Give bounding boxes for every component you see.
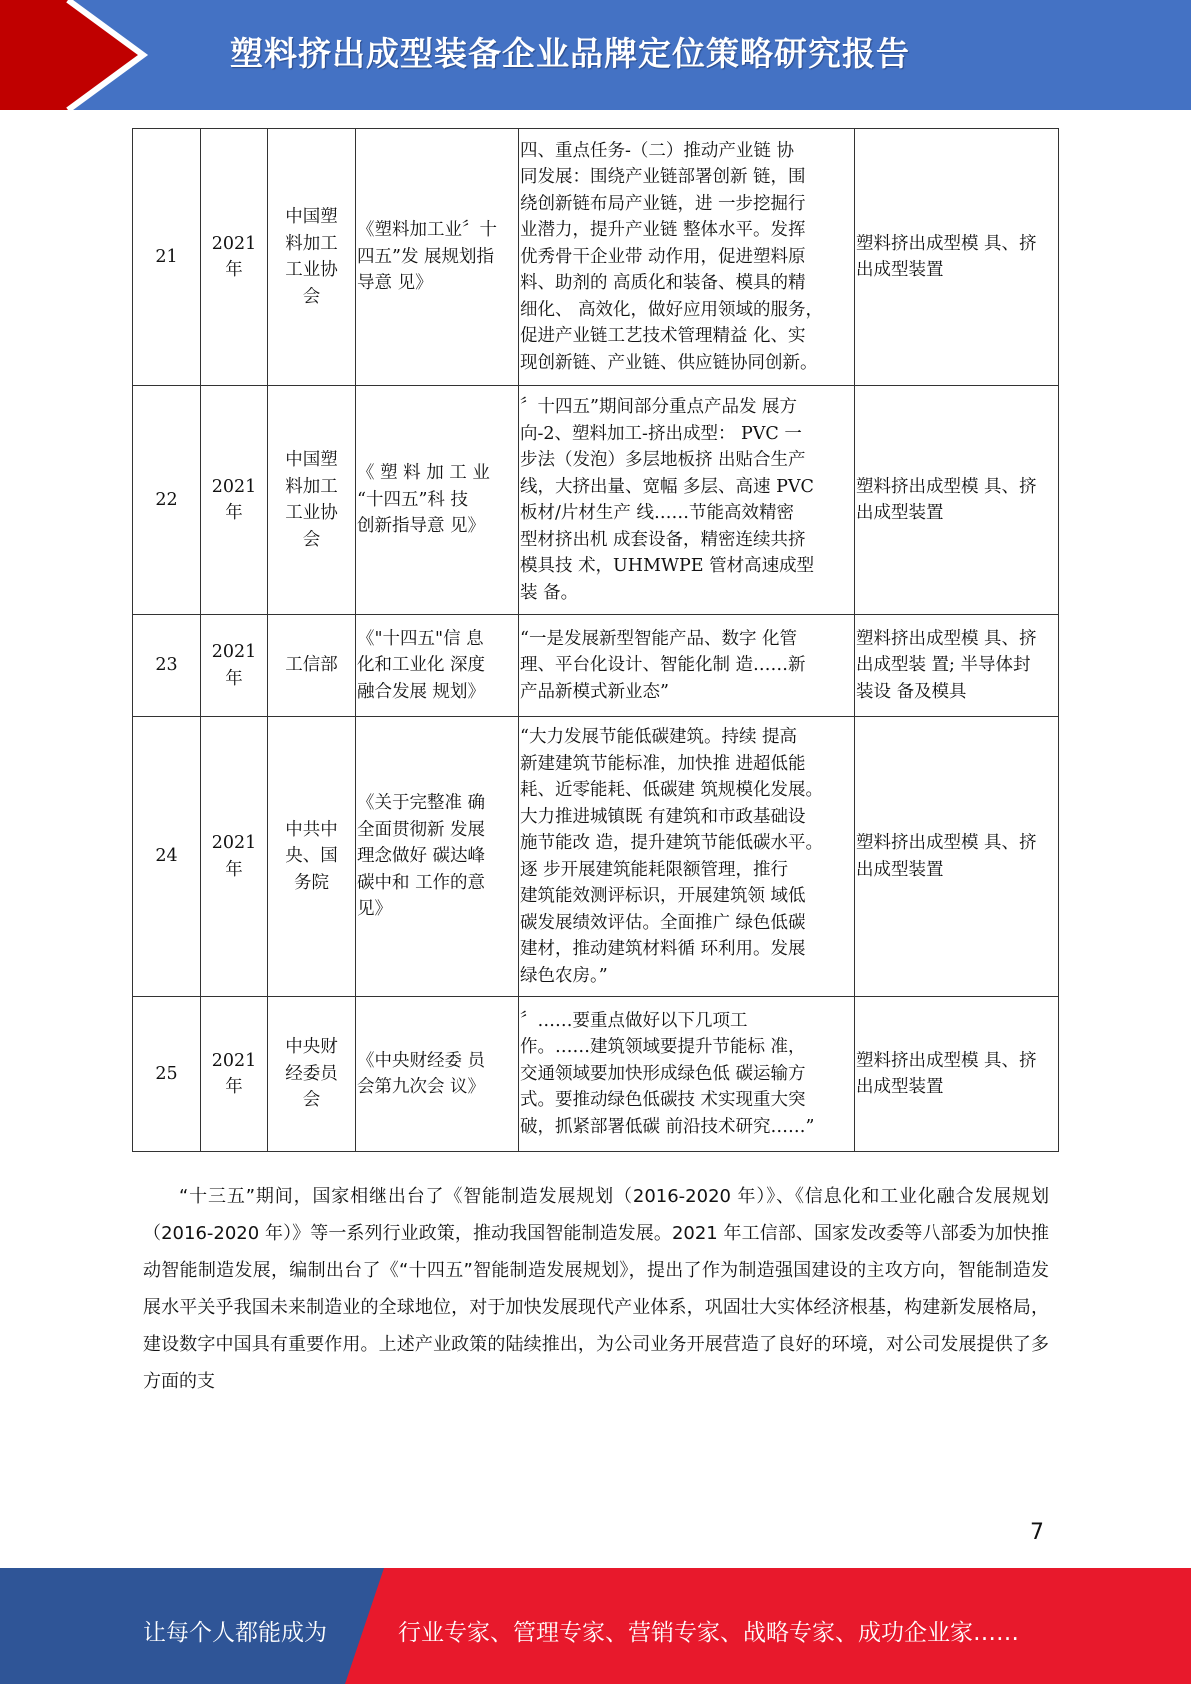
- cell-org: 中国塑 料加工 工业协 会: [268, 386, 356, 615]
- cell-no: 21: [133, 129, 201, 386]
- cell-org: 中国塑 料加工 工业协 会: [268, 129, 356, 386]
- table-row: [133, 386, 1059, 615]
- cell-no: 24: [133, 717, 201, 997]
- table-row: [133, 997, 1059, 1152]
- cell-no: 25: [133, 997, 201, 1152]
- cell-field: 塑料挤出成型模 具、挤 出成型装置: [855, 129, 1059, 386]
- cell-doc: 《塑料加工业〞十 四五”发 展规划指 导意 见》: [356, 129, 519, 386]
- cell-year: 2021 年: [201, 615, 268, 717]
- cell-field: 塑料挤出成型模 具、挤 出成型装置: [855, 386, 1059, 615]
- body-paragraph: “十三五”期间，国家相继出台了《智能制造发展规划（2016-2020 年）》、《信息化和工业化融合发展规划（2016-2020 年）》等一系列行业政策，推动我国智能制造发展。2021 年工信部、国家发改委等八部委为加快推动智能制造发展，编制出台了《“十四五”智能制造发展规划》，提出了作为制造强国建设的主攻方向，智能制造发展水平关乎我国未来制造业的全球地位，对于加快发展现代产业体系，巩固壮大实体经济根基，构建新发展格局，建设数字中国具有重要作用。上述产业政策的陆续推出，为公司业务开展营造了良好的环境，对公司发展提供了多方面的支: [143, 1186, 1049, 1392]
- report-title: 塑料挤出成型装备企业品牌定位策略研究报告: [230, 34, 910, 73]
- cell-year: 2021 年: [201, 129, 268, 386]
- cell-org: 中共中 央、国 务院: [268, 717, 356, 997]
- footer-slogan-right: 行业专家、管理专家、营销专家、战略专家、成功企业家……: [398, 1620, 1019, 1646]
- table-row: [133, 717, 1059, 997]
- policy-table: [132, 128, 1059, 1152]
- table-row: [133, 129, 1059, 386]
- cell-content: “大力发展节能低碳建筑。持续 提高 新建建筑节能标准，加快推 进超低能 耗、近零能耗、低碳建 筑规模化发展。 大力推进城镇既 有建筑和市政基础设 施节能改 造，提升建筑节能低碳水平。 逐 步开展建筑能耗限额管理，推行 建筑能效测评标识，开展建筑领 域低 碳发展绩效评估。全面推广 绿色低碳 建材，推动建筑材料循 环利用。发展 绿色农房。”: [519, 717, 855, 997]
- cell-doc: 《 塑 料 加 工 业 “十四五”科 技 创新指导意 见》: [356, 386, 519, 615]
- cell-content: 〞十四五”期间部分重点产品发 展方 向-2、塑料加工-挤出成型： PVC 一 步法（发泡）多层地板挤 出贴合生产 线，大挤出量、宽幅 多层、高速 PVC 板材/片材生产 线……节能高效精密 型材挤出机 成套设备，精密连续共挤 模具技 术，UHMWPE 管材高速成型 装 备。: [519, 386, 855, 615]
- cell-field: 塑料挤出成型模 具、挤 出成型装置: [855, 997, 1059, 1152]
- cell-field: 塑料挤出成型模 具、挤 出成型装置: [855, 717, 1059, 997]
- footer-slogan-left: 让每个人都能成为: [143, 1620, 327, 1646]
- cell-doc: 《关于完整准 确 全面贯彻新 发展 理念做好 碳达峰 碳中和 工作的意 见》: [356, 717, 519, 997]
- cell-year: 2021 年: [201, 386, 268, 615]
- cell-org: 中央财 经委员 会: [268, 997, 356, 1152]
- table-row: [133, 615, 1059, 717]
- cell-content: 〞……要重点做好以下几项工 作。……建筑领域要提升节能标 准， 交通领域要加快形成绿色低 碳运输方 式。要推动绿色低碳技 术实现重大突 破，抓紧部署低碳 前沿技术研究……”: [519, 997, 855, 1152]
- cell-content: 四、重点任务-（二）推动产业链 协 同发展：围绕产业链部署创新 链，围 绕创新链布局产业链，进 一步挖掘行 业潜力，提升产业链 整体水平。发挥 优秀骨干企业带 动作用，促进塑料原 料、助剂的 高质化和装备、模具的精 细化、 高效化，做好应用领域的服务， 促进产业链工艺技术管理精益 化、实 现创新链、产业链、供应链协同创新。: [519, 129, 855, 386]
- cell-doc: 《"十四五"信 息 化和工业化 深度 融合发展 规划》: [356, 615, 519, 717]
- cell-no: 22: [133, 386, 201, 615]
- cell-field: 塑料挤出成型模 具、挤 出成型装 置; 半导体封 装设 备及模具: [855, 615, 1059, 717]
- cell-content: “一是发展新型智能产品、数字 化管 理、平台化设计、智能化制 造……新 产品新模式新业态”: [519, 615, 855, 717]
- cell-year: 2021 年: [201, 997, 268, 1152]
- cell-org: 工信部: [268, 615, 356, 717]
- cell-year: 2021 年: [201, 717, 268, 997]
- page-header: [0, 0, 1191, 110]
- cell-doc: 《中央财经委 员 会第九次会 议》: [356, 997, 519, 1152]
- page-number: 7: [1030, 1520, 1044, 1545]
- cell-no: 23: [133, 615, 201, 717]
- header-chevron-decoration: [0, 0, 160, 110]
